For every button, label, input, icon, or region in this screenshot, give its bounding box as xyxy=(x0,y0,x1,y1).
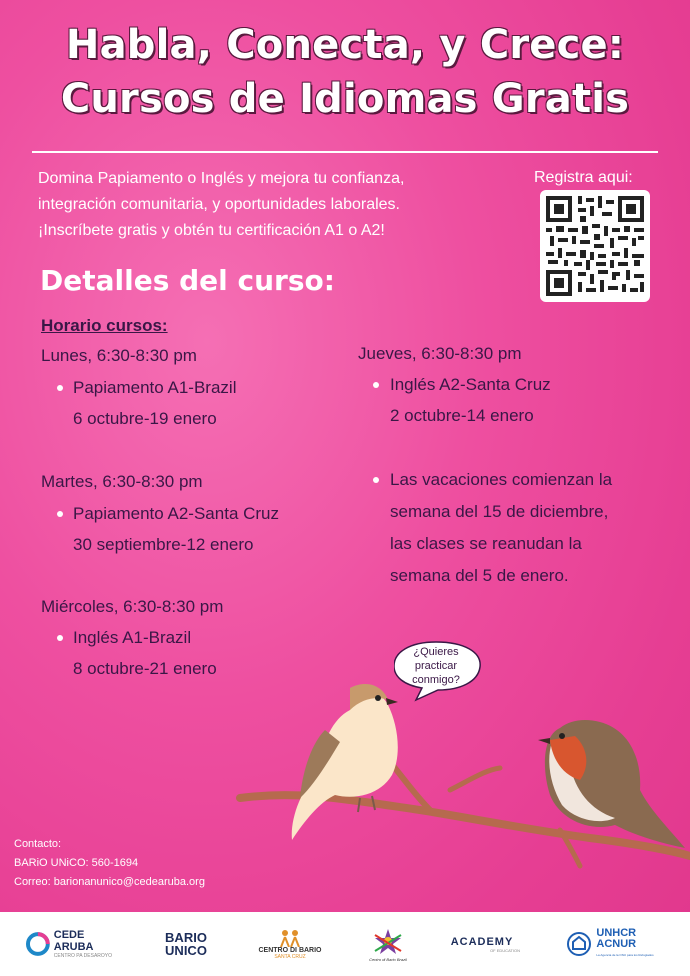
vacation-line-1: Las vacaciones comienzan la xyxy=(390,470,613,489)
dates-tuesday: 30 septiembre-12 enero xyxy=(73,535,254,554)
day-thursday: Jueves, 6:30-8:30 pm xyxy=(358,344,522,363)
course-monday: Papiamento A1-Brazil xyxy=(73,378,237,397)
title-line-2: Cursos de Idiomas Gratis xyxy=(60,76,630,122)
cede-aruba-logo: CEDE ARUBA CENTRO PA DESAROYO xyxy=(26,912,126,976)
day-tuesday: Martes, 6:30-8:30 pm xyxy=(41,472,203,491)
contact-email[interactable]: Correo: barionanunico@cedearuba.org xyxy=(14,876,205,888)
vacation-line-4: semana del 5 de enero. xyxy=(390,566,569,585)
centro-brazil-logo: Centro di Bario Brazil xyxy=(356,912,420,976)
bubble-line-3: conmigo? xyxy=(412,674,460,686)
intro-line-3: ¡Inscríbete gratis y obtén tu certificación A1 o A2! xyxy=(38,222,385,239)
sponsor-footer xyxy=(0,912,690,976)
sparrow-bird xyxy=(292,684,398,840)
course-wednesday: Inglés A1-Brazil xyxy=(73,628,192,647)
unhcr-logo: UNHCR ACNUR La Agencia de la ONU para los Refugiados xyxy=(552,912,668,976)
dates-wednesday: 8 octubre-21 enero xyxy=(73,659,217,678)
star-people-icon xyxy=(371,927,405,957)
bubble-line-2: practicar xyxy=(414,660,458,672)
day-monday: Lunes, 6:30-8:30 pm xyxy=(41,346,197,365)
intro-text xyxy=(38,166,518,244)
branch-twig xyxy=(450,768,500,790)
register-label: Registra aqui: xyxy=(534,169,633,186)
registration-qr-code[interactable] xyxy=(540,190,650,302)
birds-illustration xyxy=(230,670,690,870)
bullet xyxy=(57,635,63,641)
cede-aruba-icon xyxy=(26,932,50,956)
dates-monday: 6 octubre-19 enero xyxy=(73,409,217,428)
qr-code-icon xyxy=(546,196,644,296)
course-tuesday: Papiamento A2-Santa Cruz xyxy=(73,504,280,523)
intro-line-2: integración comunitaria, y oportunidades laborales. xyxy=(38,196,400,213)
bullet xyxy=(57,511,63,517)
course-thursday: Inglés A2-Santa Cruz xyxy=(390,375,551,394)
centro-santa-cruz-logo: CENTRO DI BARIO SANTA CRUZ xyxy=(248,912,332,976)
unhcr-icon xyxy=(566,931,592,957)
vacation-line-3: las clases se reanudan la xyxy=(390,534,582,553)
bubble-line-1: ¿Quieres xyxy=(413,646,459,658)
schedule-label: Horario cursos: xyxy=(41,316,168,335)
page-title xyxy=(0,18,690,126)
contact-phone: BARiO UNiCO: 560-1694 xyxy=(14,857,139,869)
title-line-1: Habla, Conecta, y Crece: xyxy=(65,22,625,68)
details-heading: Detalles del curso: xyxy=(40,264,335,297)
contact-heading: Contacto: xyxy=(14,838,62,850)
day-wednesday: Miércoles, 6:30-8:30 pm xyxy=(41,597,224,616)
divider xyxy=(32,151,658,153)
bullet xyxy=(373,477,379,483)
intro-line-1: Domina Papiamento o Inglés y mejora tu confianza, xyxy=(38,170,405,187)
bullet xyxy=(373,382,379,388)
dates-thursday: 2 octubre-14 enero xyxy=(390,406,534,425)
people-icon xyxy=(278,929,302,947)
academy-logo: ACADEMY OF EDUCATION xyxy=(450,935,520,953)
vacation-line-2: semana del 15 de diciembre, xyxy=(390,502,609,521)
bario-unico-logo: BARIO UNICO xyxy=(165,930,207,958)
bullet xyxy=(57,385,63,391)
